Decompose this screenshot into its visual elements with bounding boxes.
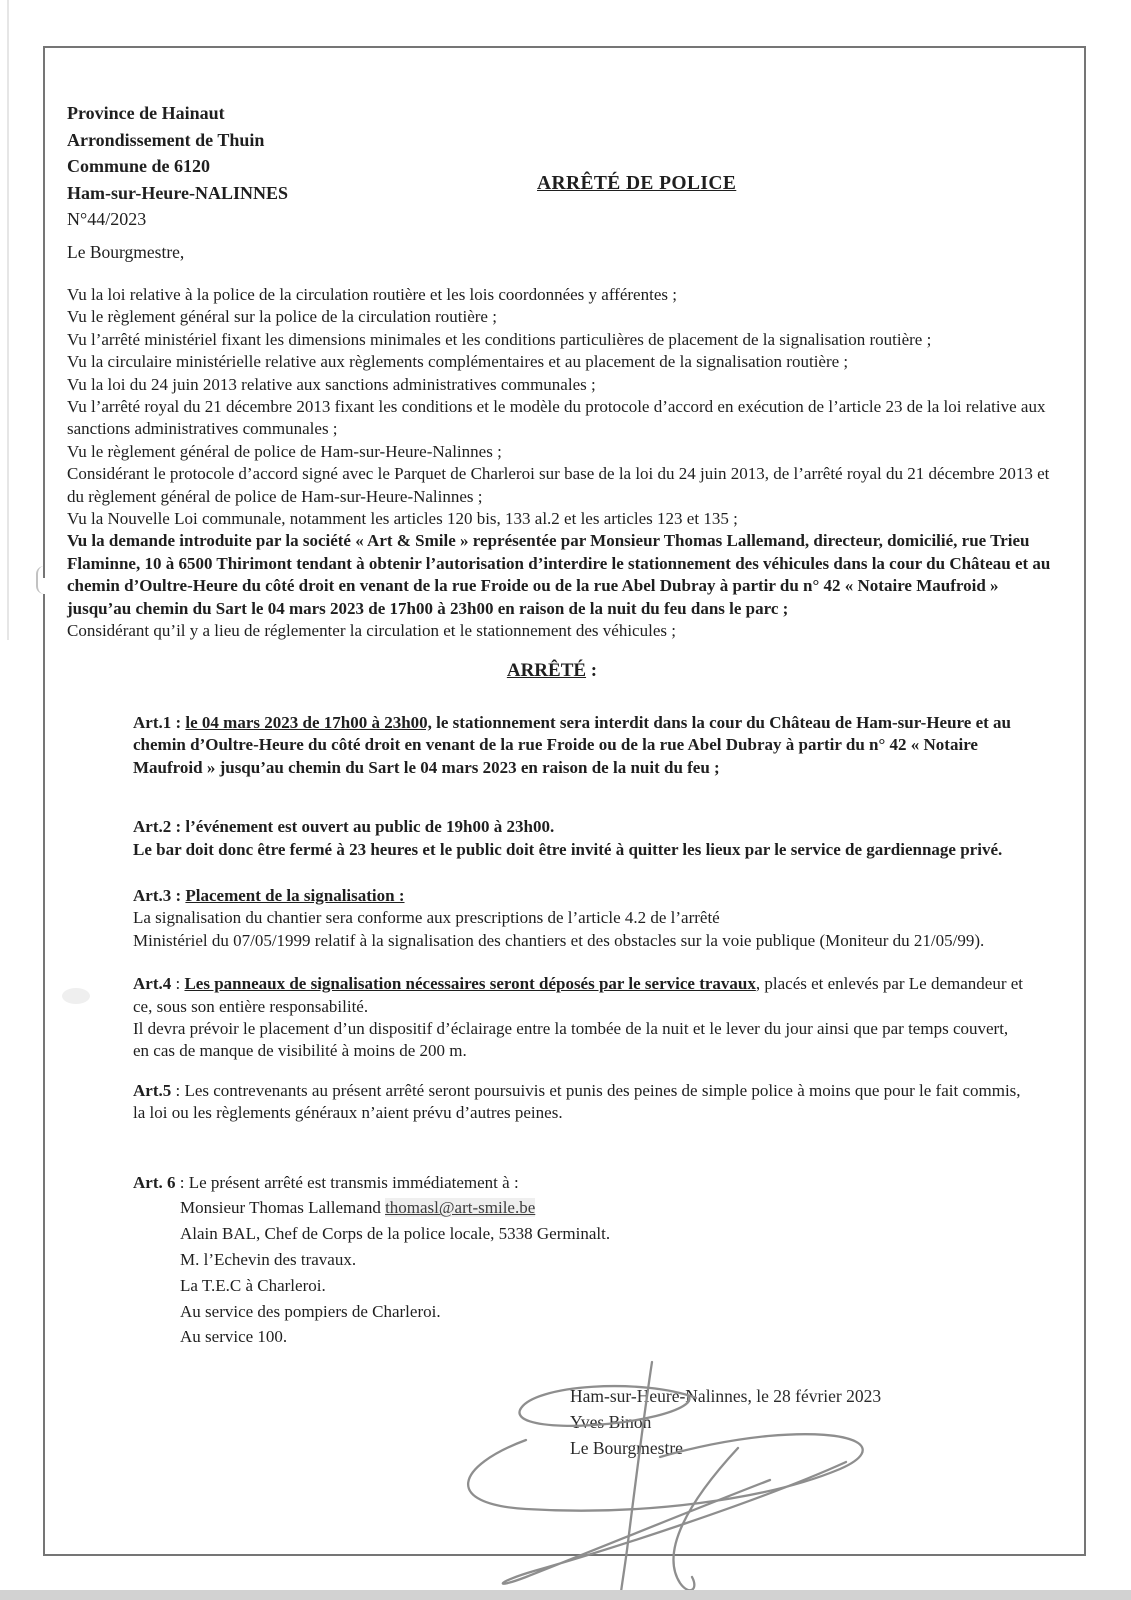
text-segment: Vu la loi du 24 juin 2013 relative aux sanctions administratives communales ; — [67, 374, 596, 394]
letterhead — [67, 100, 288, 233]
recipient-item — [180, 1273, 1028, 1299]
article-paragraph — [133, 839, 1028, 861]
article-paragraph — [133, 973, 1028, 1018]
scan-edge-artifact — [7, 0, 9, 640]
text-segment: Art.4 — [133, 974, 172, 994]
recipient-item — [180, 1247, 1028, 1273]
text-segment: Art.3 : — [133, 886, 186, 906]
decree-heading-colon: : — [586, 660, 598, 681]
text-segment: Au service 100. — [180, 1327, 288, 1347]
text-segment: : — [171, 974, 185, 994]
text-segment: Alain BAL, Chef de Corps de la police locale, 5338 Germinalt. — [180, 1224, 611, 1244]
preamble-paragraph — [67, 463, 1052, 508]
article-paragraph — [133, 885, 1028, 907]
text-segment: : Les contrevenants au présent arrêté seront poursuivis et punis des peines de simple police à moins que pour le fait commis, la loi ou les règlements généraux n’aient prévu d’autres peines. — [133, 1080, 1021, 1123]
letterhead-line: Commune de 6120 — [67, 156, 210, 176]
text-segment: La signalisation du chantier sera conforme aux prescriptions de l’article 4.2 de l’arrêté — [133, 908, 720, 928]
text-segment: Art.1 : — [133, 713, 186, 732]
preamble-paragraph — [67, 441, 1052, 463]
email-link[interactable]: thomasl@art-smile.be — [385, 1198, 536, 1218]
preamble-paragraph — [67, 351, 1052, 373]
preamble-paragraph — [67, 306, 1052, 328]
text-segment: Les panneaux de signalisation nécessaires seront déposés par le service travaux — [184, 974, 756, 994]
preamble-paragraph — [67, 329, 1052, 351]
text-segment: La T.E.C à Charleroi. — [180, 1275, 326, 1295]
article-art1 — [133, 712, 1028, 779]
decree-heading-word: ARRÊTÉ — [506, 660, 587, 681]
signature-block — [570, 1383, 881, 1461]
text-segment: Vu la demande introduite par la société « Art & Smile » représentée par Monsieur Thomas Lallemand, directeur, domicilié, rue Trieu Flaminne, 10 à 6500 Thirimont tendant à obtenir l’autorisation d’interdire le stationnement des véhicules dans la cour du Château et au chemin d’Oultre-Heure du côté droit en venant de la rue Froide ou de la rue Abel Dubray à partir du n° 42 « Notaire Maufroid » jusqu’au chemin du Sart le 04 mars 2023 de 17h00 à 23h00 en raison de la nuit du feu dans le parc ; — [67, 531, 1051, 618]
recipient-item — [180, 1195, 1028, 1221]
decree-heading — [67, 660, 1037, 682]
text-segment: le stationnement sera interdit dans la cour du Château de Ham-sur-Heure et au chemin d’Oultre-Heure du côté droit en venant de la rue Froide ou de la rue Abel Dubray à partir du n° 42 « Notaire Maufroid » jusqu’au chemin du Sart le 04 mars 2023 en raison de la nuit du feu ; — [133, 713, 1011, 777]
scan-smudge-artifact — [62, 988, 90, 1004]
letterhead-line: N°44/2023 — [67, 209, 147, 229]
border-curl-artifact — [36, 566, 50, 594]
text-segment: Art.5 — [133, 1080, 172, 1100]
signature-place-date: Ham-sur-Heure-Nalinnes, le 28 février 2023 — [570, 1386, 882, 1406]
preamble-paragraph — [67, 530, 1052, 620]
text-segment: Vu l’arrêté royal du 21 décembre 2013 fixant les conditions et le modèle du protocole d’accord en exécution de l’article 23 de la loi relative aux sanctions administratives communales ; — [67, 397, 1046, 439]
text-segment: M. l’Echevin des travaux. — [180, 1250, 357, 1270]
article-art6 — [133, 1170, 1028, 1351]
text-segment: Art. 6 — [133, 1172, 176, 1192]
text-segment: Considérant le protocole d’accord signé avec le Parquet de Charleroi sur base de la loi du 24 juin 2013, de l’arrêté royal du 21 décembre 2013 et du règlement général de police de Ham-sur-Heure-Nalinnes ; — [67, 464, 1050, 506]
text-segment: Monsieur Thomas Lallemand — [180, 1198, 386, 1218]
article-paragraph — [133, 930, 1028, 952]
preamble-paragraph — [67, 374, 1052, 396]
article-paragraph — [133, 1170, 1028, 1196]
preamble-considerations — [67, 284, 1052, 643]
signature-name: Yves Binon — [570, 1412, 652, 1432]
article-paragraph — [133, 712, 1028, 779]
article-paragraph — [133, 1018, 1028, 1063]
text-segment: : Le présent arrêté est transmis immédiatement à : — [175, 1172, 519, 1192]
text-segment: Vu la Nouvelle Loi communale, notamment les articles 120 bis, 133 al.2 et les articles 123 et 135 ; — [67, 509, 738, 529]
recipients-list — [133, 1195, 1028, 1350]
article-art2 — [133, 816, 1028, 861]
text-segment: Vu le règlement général de police de Ham-sur-Heure-Nalinnes ; — [67, 441, 502, 461]
text-segment: , placés et enlevés par Le demandeur et ce, sous son entière responsabilité. — [133, 974, 1024, 1016]
recipient-item — [180, 1324, 1028, 1350]
text-segment: Placement de la signalisation : — [185, 886, 405, 906]
scan-bottom-strip — [0, 1590, 1131, 1600]
recipient-item — [180, 1221, 1028, 1247]
letterhead-line: Arrondissement de Thuin — [67, 129, 265, 150]
text-segment: Il devra prévoir le placement d’un dispositif d’éclairage entre la tombée de la nuit et le lever du jour ainsi que par temps couvert, en cas de manque de visibilité à moins de 200 m. — [133, 1019, 1009, 1061]
preamble-paragraph — [67, 620, 1052, 642]
article-art3 — [133, 885, 1028, 952]
text-segment: Vu la circulaire ministérielle relative aux règlements complémentaires et au placement de la signalisation routière ; — [67, 352, 849, 372]
text-segment: Ministériel du 07/05/1999 relatif à la signalisation des chantiers et des obstacles sur la voie publique (Moniteur du 21/05/99). — [133, 930, 985, 950]
recipient-item — [180, 1299, 1028, 1325]
preamble-paragraph — [67, 508, 1052, 530]
text-segment: Vu la loi relative à la police de la circulation routière et les lois coordonnées y afférentes ; — [67, 285, 677, 304]
article-paragraph — [133, 907, 1028, 929]
text-segment: Vu l’arrêté ministériel fixant les dimensions minimales et les conditions particulières de placement de la signalisation routière ; — [67, 329, 932, 349]
signature-role: Le Bourgmestre — [570, 1438, 683, 1458]
text-segment: Le bar doit donc être fermé à 23 heures et le public doit être invité à quitter les lieux par le service de gardiennage privé. — [133, 839, 1003, 859]
article-art5 — [133, 1080, 1028, 1125]
articles-section — [133, 712, 1028, 1374]
letterhead-line: Province de Hainaut — [67, 103, 225, 123]
document-title: ARRÊTÉ DE POLICE — [537, 173, 737, 194]
text-segment: Au service des pompiers de Charleroi. — [180, 1301, 441, 1321]
article-art4 — [133, 973, 1028, 1063]
preamble-paragraph — [67, 284, 1052, 306]
text-segment: le 04 mars 2023 de 17h00 à 23h00, — [185, 713, 432, 732]
text-segment: Art.2 : l’événement est ouvert au public de 19h00 à 23h00. — [133, 817, 555, 837]
text-segment: Considérant qu’il y a lieu de réglementer la circulation et le stationnement des véhicules ; — [67, 621, 676, 641]
salutation: Le Bourgmestre, — [67, 242, 185, 262]
preamble-paragraph — [67, 396, 1052, 441]
article-paragraph — [133, 816, 1028, 838]
text-segment: Vu le règlement général sur la police de la circulation routière ; — [67, 307, 497, 327]
article-paragraph — [133, 1080, 1028, 1125]
letterhead-line: Ham-sur-Heure-NALINNES — [67, 182, 288, 203]
